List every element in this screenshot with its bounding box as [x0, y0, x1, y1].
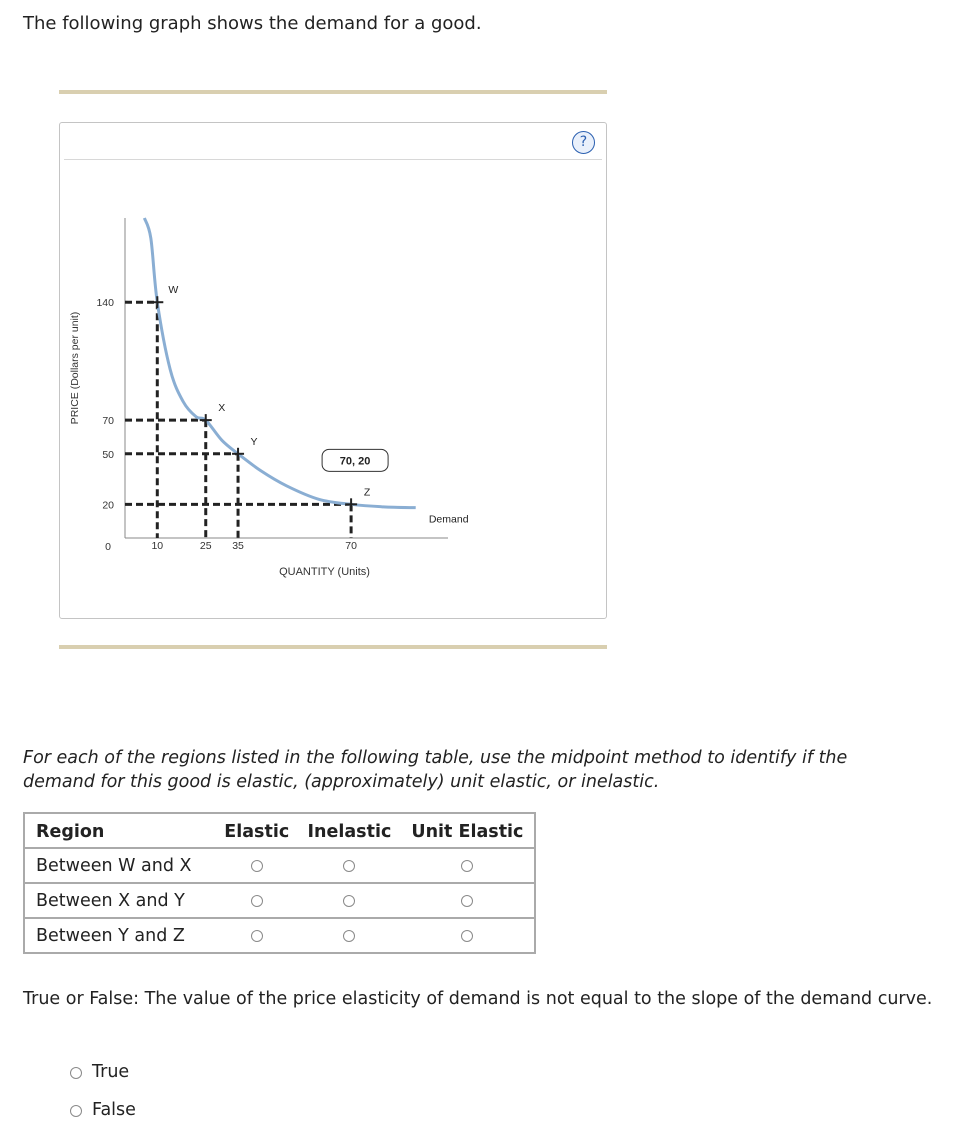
intro-text: The following graph shows the demand for a good. [23, 13, 482, 34]
region-label: Between W and X [24, 848, 216, 883]
radio-xy-elastic[interactable] [251, 895, 263, 907]
point-y[interactable] [232, 436, 258, 460]
point-label-z: Z [363, 486, 371, 499]
header-region: Region [24, 813, 216, 848]
radio-true[interactable] [70, 1067, 82, 1079]
radio-yz-unit-elastic[interactable] [461, 930, 473, 942]
x-tick-label: 10 [151, 540, 164, 552]
x-tick-label: 35 [232, 540, 244, 552]
region-label: Between Y and Z [24, 918, 216, 953]
true-false-question: True or False: The value of the price elasticity of demand is not equal to the slope of the demand curve. [23, 989, 933, 1009]
x-tick-label: 70 [345, 540, 357, 552]
y-tick-label: 140 [96, 297, 114, 310]
y-axis-label: PRICE (Dollars per unit) [69, 311, 81, 425]
elasticity-table [23, 812, 536, 954]
y-tick-label: 20 [102, 499, 114, 512]
radio-wx-inelastic[interactable] [343, 860, 355, 872]
table-question: For each of the regions listed in the following table, use the midpoint method to identify if the demand for this good is elastic, (approximately) unit elastic, or inelastic. [23, 748, 848, 792]
radio-false[interactable] [70, 1105, 82, 1117]
point-label-x: X [218, 402, 226, 415]
radio-wx-elastic[interactable] [251, 860, 263, 872]
header-inelastic: Inelastic [298, 813, 401, 848]
header-unit-elastic: Unit Elastic [401, 813, 535, 848]
table-header-row [24, 813, 535, 848]
radio-xy-inelastic[interactable] [343, 895, 355, 907]
bottom-rule [59, 645, 607, 649]
point-label-w: W [168, 284, 179, 297]
option-false-label: False [92, 1100, 136, 1120]
point-x[interactable] [200, 402, 226, 426]
x-axis-label: QUANTITY (Units) [279, 566, 370, 578]
table-row [24, 883, 535, 918]
demand-curve-label: Demand [428, 513, 469, 526]
help-icon[interactable]: ? [572, 131, 595, 154]
guide-lines [125, 302, 351, 538]
table-row [24, 918, 535, 953]
y-tick-label: 50 [102, 448, 114, 461]
radio-wx-unit-elastic[interactable] [461, 860, 473, 872]
point-tooltip[interactable] [322, 449, 388, 471]
table-row [24, 848, 535, 883]
graph-panel [59, 122, 607, 619]
option-false[interactable] [70, 1100, 136, 1120]
option-true[interactable] [70, 1062, 129, 1082]
radio-xy-unit-elastic[interactable] [461, 895, 473, 907]
x-tick-label: 25 [199, 540, 212, 552]
point-label-y: Y [250, 435, 258, 448]
top-rule [59, 90, 607, 94]
radio-yz-inelastic[interactable] [343, 930, 355, 942]
option-true-label: True [92, 1062, 130, 1082]
y-tick-label: 70 [102, 415, 114, 428]
origin-label: 0 [105, 541, 111, 553]
tooltip-text: 70, 20 [339, 455, 371, 468]
header-elastic: Elastic [216, 813, 299, 848]
demand-chart [60, 123, 606, 618]
region-label: Between X and Y [24, 883, 216, 918]
radio-yz-elastic[interactable] [251, 930, 263, 942]
